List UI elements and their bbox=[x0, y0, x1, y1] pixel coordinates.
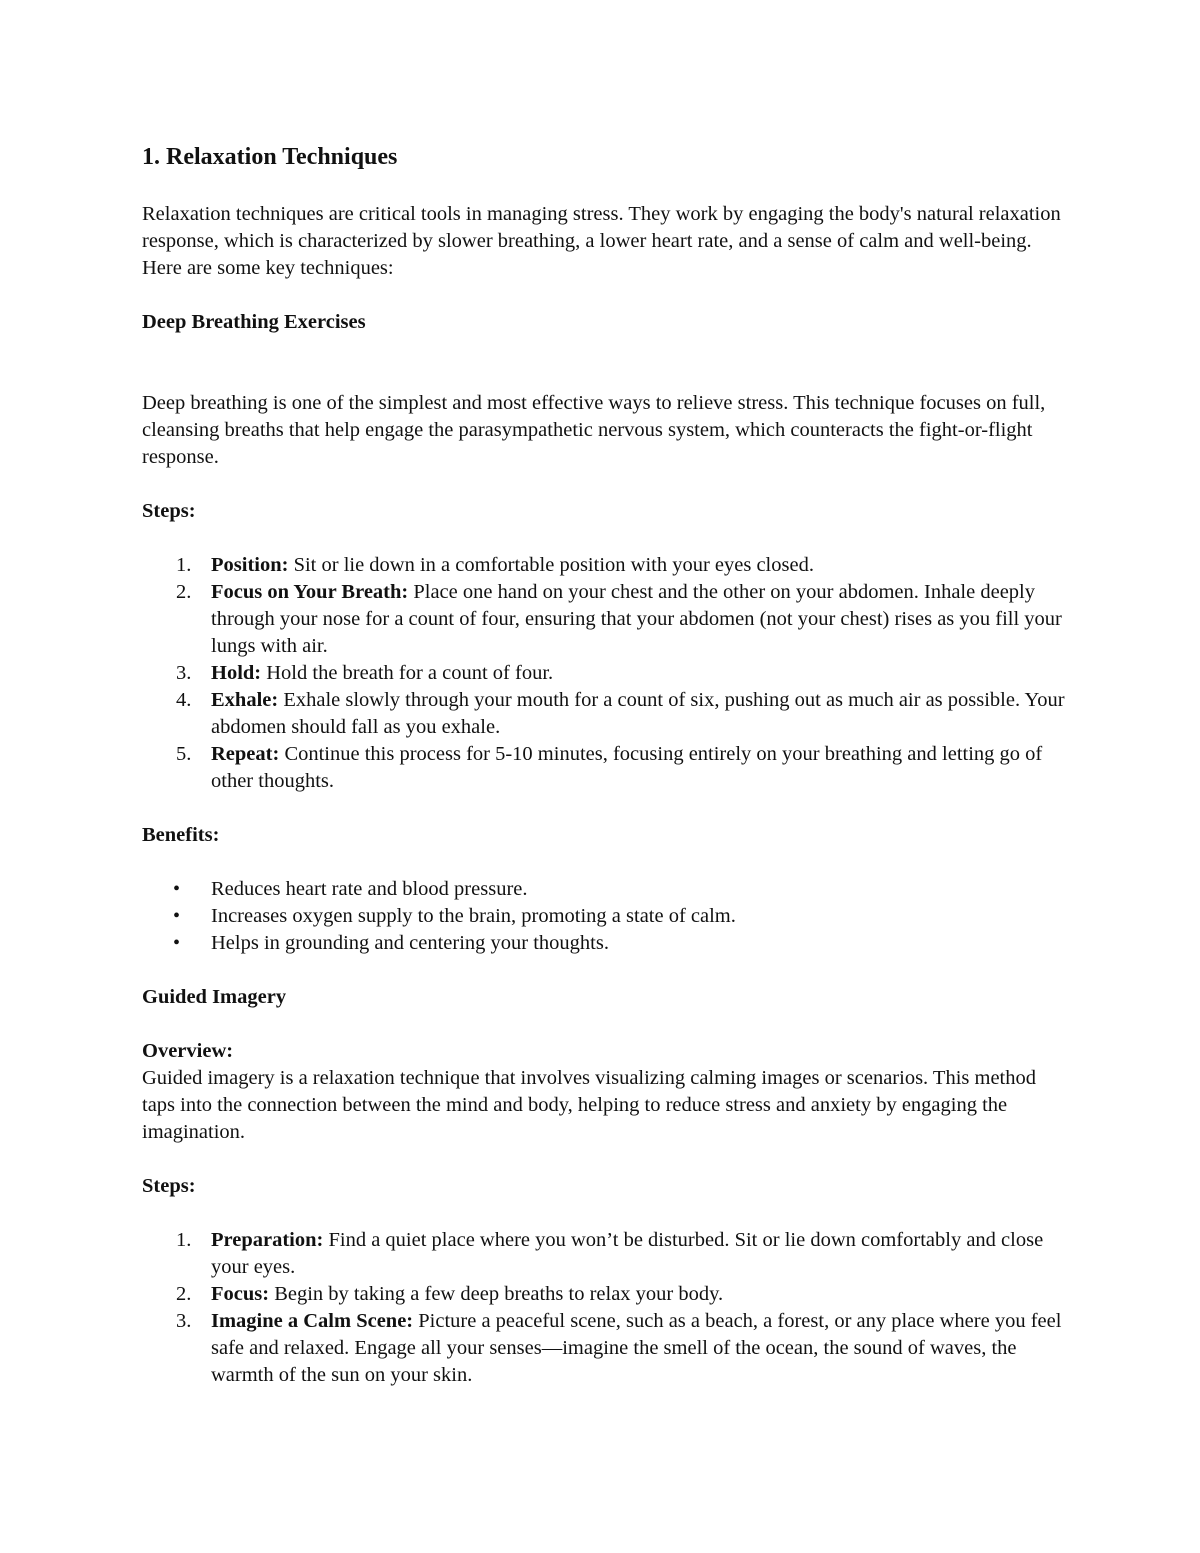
step-text: Find a quiet place where you won’t be disturbed. Sit or lie down comfortably and close your eyes. bbox=[211, 1229, 1044, 1278]
list-item bbox=[142, 579, 1072, 660]
deep-breathing-steps-list bbox=[142, 552, 1072, 795]
document-page bbox=[142, 140, 1072, 1416]
intro-paragraph: Relaxation techniques are critical tools in managing stress. They work by engaging the body's natural relaxation response, which is characterized by slower breathing, a lower heart rate, and a sense of calm and well-being. Here are some key techniques: bbox=[142, 203, 1061, 279]
list-item bbox=[142, 687, 1072, 741]
overview-heading: Overview: bbox=[142, 1040, 234, 1062]
list-item bbox=[142, 552, 1072, 579]
bullet-icon: • bbox=[173, 905, 181, 927]
step-label: Imagine a Calm Scene: bbox=[211, 1310, 414, 1332]
list-item bbox=[142, 903, 1072, 930]
list-item bbox=[142, 1281, 1072, 1308]
step-label: Exhale: bbox=[211, 689, 279, 711]
list-item bbox=[142, 660, 1072, 687]
list-item bbox=[142, 1308, 1072, 1389]
list-item bbox=[142, 930, 1072, 957]
bullet-icon: • bbox=[173, 878, 181, 900]
benefit-text: Reduces heart rate and blood pressure. bbox=[211, 878, 528, 900]
step-text: Exhale slowly through your mouth for a count of six, pushing out as much air as possible. Your abdomen should fall as you exhale. bbox=[211, 689, 1065, 738]
list-item bbox=[142, 741, 1072, 795]
benefits-list bbox=[142, 876, 1072, 957]
deep-breathing-heading: Deep Breathing Exercises bbox=[142, 311, 366, 333]
step-label: Focus: bbox=[211, 1283, 270, 1305]
list-number: 4. bbox=[176, 689, 192, 711]
list-number: 5. bbox=[176, 743, 192, 765]
list-item bbox=[142, 1227, 1072, 1281]
section-title: 1. Relaxation Techniques bbox=[142, 144, 398, 170]
deep-breathing-steps-heading: Steps: bbox=[142, 500, 196, 522]
list-number: 2. bbox=[176, 581, 192, 603]
step-text: Sit or lie down in a comfortable position with your eyes closed. bbox=[288, 554, 814, 576]
guided-imagery-heading: Guided Imagery bbox=[142, 986, 287, 1008]
list-number: 3. bbox=[176, 662, 192, 684]
guided-imagery-steps-list bbox=[142, 1227, 1072, 1389]
list-number: 1. bbox=[176, 554, 192, 576]
step-label: Preparation: bbox=[211, 1229, 324, 1251]
step-text: Hold the breath for a count of four. bbox=[261, 662, 554, 684]
step-label: Hold: bbox=[211, 662, 262, 684]
list-number: 3. bbox=[176, 1310, 192, 1332]
step-text: Place one hand on your chest and the other on your abdomen. Inhale deeply through your nose for a count of four, ensuring that your abdomen (not your chest) rises as you fill your lungs with air. bbox=[211, 581, 1062, 657]
step-text: Begin by taking a few deep breaths to relax your body. bbox=[269, 1283, 724, 1305]
list-item bbox=[142, 876, 1072, 903]
step-text: Picture a peaceful scene, such as a beach, a forest, or any place where you feel safe and relaxed. Engage all your senses—imagine the smell of the ocean, the sound of waves, the warmth of the sun on your skin. bbox=[211, 1310, 1062, 1386]
overview-paragraph: Guided imagery is a relaxation technique that involves visualizing calming images or scenarios. This method taps into the connection between the mind and body, helping to reduce stress and anxiety by engaging the imagination. bbox=[142, 1067, 1036, 1143]
list-number: 2. bbox=[176, 1283, 192, 1305]
deep-breathing-description: Deep breathing is one of the simplest and most effective ways to relieve stress. This technique focuses on full, cleansing breaths that help engage the parasympathetic nervous system, which counteracts the fight-or-flight response. bbox=[142, 392, 1046, 468]
bullet-icon: • bbox=[173, 932, 181, 954]
guided-imagery-steps-heading: Steps: bbox=[142, 1175, 196, 1197]
benefit-text: Increases oxygen supply to the brain, promoting a state of calm. bbox=[211, 905, 736, 927]
list-number: 1. bbox=[176, 1229, 192, 1251]
benefit-text: Helps in grounding and centering your thoughts. bbox=[211, 932, 609, 954]
step-label: Focus on Your Breath: bbox=[211, 581, 409, 603]
step-text: Continue this process for 5-10 minutes, focusing entirely on your breathing and letting go of other thoughts. bbox=[211, 743, 1043, 792]
step-label: Position: bbox=[211, 554, 289, 576]
benefits-heading: Benefits: bbox=[142, 824, 220, 846]
step-label: Repeat: bbox=[211, 743, 280, 765]
